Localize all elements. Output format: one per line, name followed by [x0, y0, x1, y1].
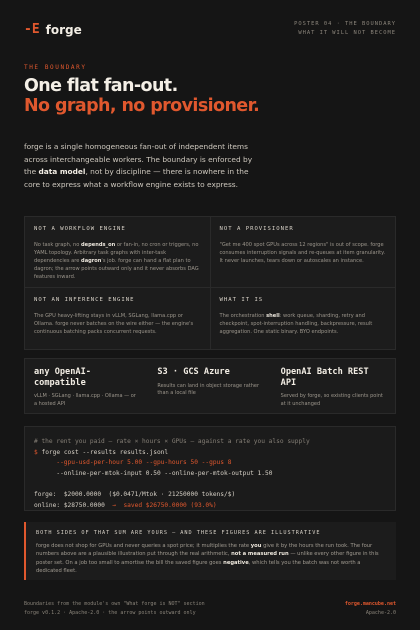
footer-notes	[24, 600, 205, 617]
terminal-forge-label: forge:	[34, 490, 57, 498]
footer-source-note: Boundaries from the module's own "What forge is NOT" section	[24, 601, 205, 607]
terminal-rate-flags: --online-per-mtok-input 0.50 --online-per-mtok-output 1.50	[56, 469, 273, 477]
card-text: : work queue, sharding, retry and checkpoint, spot-interruption handling, backpressure, result aggregation. One static binary. BYO endpoints.	[219, 313, 373, 335]
card-title: NOT A PROVISIONER	[219, 226, 294, 232]
card-emphasis: shell	[266, 313, 280, 319]
header	[24, 20, 396, 44]
callout-emphasis: negative	[223, 559, 249, 566]
card-body	[34, 241, 201, 281]
card-text: The GPU heavy-lifting stays in vLLM, SGLang, llama.cpp or Ollama. forge never batches on the wire either — the engine's continuous batching packs concurrent requests.	[34, 313, 194, 335]
callout-text: give it by the hours the run took. The four numbers above are a plausible illustration put through the real arithmetic,	[36, 543, 373, 558]
disclaimer-callout	[24, 522, 396, 580]
feature-title: any OpenAI-compatible	[34, 367, 91, 388]
card-text: The orchestration	[219, 313, 267, 319]
brand[interactable]	[24, 22, 82, 37]
feature-title: OpenAI Batch REST API	[280, 367, 369, 388]
terminal-online-label: online:	[34, 501, 61, 509]
feature-openai-compatible	[25, 359, 148, 416]
boundary-card-what-it-is	[211, 288, 396, 349]
lede-text: forge is a single homogeneous fan-out of independent items across interchangeable workers. The boundary is enforced by the	[24, 142, 253, 177]
lede-paragraph	[24, 141, 256, 191]
boundary-card-inference	[25, 288, 210, 349]
callout-text: , which tells you the batch was not worth a dedicated fleet.	[36, 559, 361, 575]
brand-name: forge	[45, 22, 82, 37]
forge-logo-icon: -E	[24, 22, 40, 37]
feature-description: Served by forge, so existing clients point at it unchanged	[280, 393, 383, 407]
callout-text: — unlike every other figure in this poster set. On a job too small to amortise the bill the saved figure goes	[36, 551, 379, 566]
headline-line-1: One flat fan-out.	[24, 76, 178, 96]
card-text: No task graph, no	[34, 242, 82, 248]
card-emphasis: dagron	[81, 258, 102, 264]
lede-emphasis: data model	[38, 167, 86, 177]
boundary-card-workflow	[25, 217, 210, 287]
callout-title: BOTH SIDES OF THAT SUM ARE YOURS — AND THESE FIGURES ARE ILLUSTRATIVE	[36, 530, 321, 536]
lede-text: , not by discipline — there is nowhere in the core to express what a workflow engine exists to express.	[24, 167, 249, 189]
terminal-command: forge cost --results results.jsonl	[41, 448, 169, 456]
poster-subtitle: WHAT IT WILL NOT BECOME	[298, 30, 396, 36]
footer-version-note: forge v0.1.2 · Apache-2.0 · the arrow points outward only	[24, 609, 196, 616]
card-text: 's job. forge can hand a flat plan to dagron; the arrow points outward only and it never absorbs DAG features inward.	[34, 258, 199, 280]
card-emphasis: depends_on	[81, 242, 116, 248]
feature-batch-api	[272, 359, 395, 416]
terminal-saved-value: saved $26750.0000 (93.0%)	[123, 501, 217, 509]
card-body	[220, 241, 387, 265]
boundary-grid	[24, 216, 396, 350]
callout-body	[36, 542, 386, 576]
boundary-card-provisioner	[211, 217, 396, 287]
terminal-comment: # the rent you paid — rate × hours × GPUs — against a rate you also supply	[34, 438, 310, 445]
footer	[24, 600, 396, 620]
terminal-gpu-flags: --gpu-usd-per-hour 5.00 --gpu-hours 50 --gpus 8	[56, 459, 232, 467]
terminal-forge-value: $2000.0000 ($0.0471/Mtok · 21250000 tokens/$)	[63, 490, 236, 498]
footer-links	[345, 600, 396, 617]
footer-license: Apache-2.0	[365, 609, 396, 616]
card-title: WHAT IT IS	[219, 297, 264, 303]
footer-site-link[interactable]: forge.mancube.net	[344, 601, 396, 607]
feature-object-storage	[148, 359, 271, 416]
terminal-block[interactable]	[24, 426, 396, 511]
feature-strip	[24, 358, 396, 414]
poster-number: POSTER 04 · THE BOUNDARY	[294, 21, 396, 27]
card-title: NOT AN INFERENCE ENGINE	[34, 297, 135, 303]
feature-description: vLLM · SGLang · llama.cpp · Ollama — or a hosted API	[34, 393, 136, 407]
headline-line-2: No graph, no provisioner.	[24, 96, 260, 116]
section-kicker: THE BOUNDARY	[24, 64, 87, 71]
arrow-right-icon: →	[112, 501, 116, 509]
callout-text: forge does not shop for GPUs and never queries a spot price; it multiplies the rate	[36, 543, 251, 549]
terminal-online-value: $28750.0000	[63, 501, 105, 509]
card-text: "Get me 400 spot GPUs across 12 regions" is out of scope. forge consumes interruption signals and re-queues at item granularity. It never launches, tears down or autoscales an instance.	[219, 242, 386, 264]
card-body	[34, 312, 201, 336]
poster-meta	[294, 20, 396, 38]
terminal-prompt: $	[34, 448, 38, 456]
page-title	[24, 76, 324, 116]
feature-title: S3 · GCS Azure	[157, 367, 230, 377]
card-body	[220, 312, 387, 336]
callout-emphasis: not a measured run	[231, 551, 289, 558]
feature-description: Results can land in object storage rather than a local file	[157, 382, 260, 397]
callout-emphasis: you	[250, 543, 262, 549]
card-text: or fan-in, no cron or triggers, no YAML topology. Arbitrary task graphs with inter-task dependencies are	[34, 242, 199, 264]
card-title: NOT A WORKFLOW ENGINE	[34, 226, 126, 232]
